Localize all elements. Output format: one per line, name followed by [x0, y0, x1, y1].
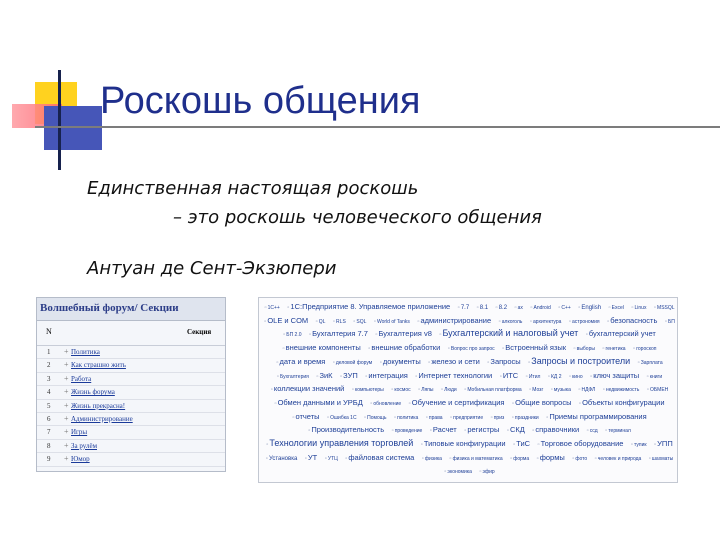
section-link[interactable]: Жизнь форума	[71, 388, 115, 397]
expand-icon[interactable]: +	[64, 387, 69, 397]
tag-link[interactable]: ▫ Обучение и сертификация	[406, 398, 505, 407]
tag-link[interactable]: ▫ внешние обработки	[365, 343, 440, 352]
tag-link[interactable]: ▫ администрирование	[414, 316, 491, 325]
tag-link[interactable]: ▫ 7.7	[455, 305, 469, 311]
tag-link[interactable]: ▫ коллекции значений	[268, 384, 345, 393]
quote-line-1: Единственная настоящая роскошь	[87, 178, 419, 199]
column-header-number: N	[46, 327, 52, 336]
tag-link[interactable]: ▫ приз	[488, 415, 505, 421]
tag-link[interactable]: ▫ Торговое оборудование	[535, 439, 624, 448]
tag-link[interactable]: ▫ железо и сети	[425, 357, 480, 366]
tag-link[interactable]: ▫ ключ защиты	[587, 371, 639, 380]
expand-icon[interactable]: +	[64, 440, 69, 450]
tag-link[interactable]: ▫ УТЦ	[322, 456, 338, 462]
tag-link[interactable]: ▫ кино	[566, 374, 583, 380]
tag-link[interactable]: ▫ Интернет технологии	[412, 371, 492, 380]
tag-link[interactable]: ▫ ax	[511, 305, 522, 311]
section-link[interactable]: Как страшно жить	[71, 361, 126, 370]
tag-link[interactable]: ▫ космос	[388, 387, 410, 393]
tag-link[interactable]: ▫ НДФЛ	[575, 387, 595, 393]
section-number: 8	[47, 441, 51, 450]
slide-title: Роскошь общения	[100, 80, 421, 122]
tag-link[interactable]: ▫ World of Tanks	[371, 319, 410, 325]
title-underline	[35, 126, 720, 128]
tag-link[interactable]: ▫ права	[423, 415, 443, 421]
forum-section-row	[37, 453, 225, 466]
tag-link[interactable]: ▫ Типовые конфигурации	[418, 439, 506, 448]
tag-link[interactable]: ▫ Производительность	[305, 425, 384, 434]
tag-link[interactable]: ▫ RLS	[330, 319, 346, 325]
expand-icon[interactable]: +	[64, 400, 69, 410]
tag-link[interactable]: ▫ ТиС	[510, 439, 530, 448]
tag-link[interactable]: ▫ Зарплата	[635, 360, 663, 366]
tag-link[interactable]: ▫ дата и время	[273, 357, 325, 366]
tag-link[interactable]: ▫ Бухгалтерия	[274, 374, 309, 380]
forum-section-row	[37, 373, 225, 386]
quote-author: Антуан де Сент-Экзюпери	[87, 258, 337, 279]
tag-link[interactable]: ▫ Linux	[628, 305, 646, 311]
tag-link[interactable]: ▫ Установка	[263, 456, 298, 462]
tag-link[interactable]: ▫ эфир	[476, 469, 494, 475]
tag-link[interactable]: ▫ экономика	[441, 469, 472, 475]
tag-link[interactable]: ▫ БП	[662, 319, 675, 325]
tag-link[interactable]: ▫ ОБМЕН	[644, 387, 668, 393]
tag-link[interactable]: ▫ недвижимость	[600, 387, 640, 393]
tag-link[interactable]: ▫ тупик	[628, 442, 647, 448]
tag-link[interactable]: ▫ ссд	[584, 428, 598, 434]
tag-link[interactable]: ▫ шахматы	[646, 456, 673, 462]
tag-link[interactable]: ▫ Ляпы	[415, 387, 433, 393]
tag-link[interactable]: ▫ физика и математика	[446, 456, 502, 462]
forum-section-row	[37, 413, 225, 426]
section-link[interactable]: Игры	[71, 428, 88, 437]
decor-vertical-line	[58, 70, 61, 170]
tag-link[interactable]: ▫ астрономия	[566, 319, 600, 325]
tag-link[interactable]: ▫ Мобильная платформа	[461, 387, 521, 393]
section-link[interactable]: Юмор	[71, 455, 90, 464]
tag-link[interactable]: ▫ 1С++	[261, 305, 279, 311]
tag-link[interactable]: ▫ предприятие	[447, 415, 483, 421]
tag-link[interactable]: ▫ MSSQL	[651, 305, 675, 311]
tag-link[interactable]: ▫ Excel	[606, 305, 624, 311]
tag-link[interactable]: ▫ КД 2	[545, 374, 562, 380]
tag-link[interactable]: ▫ Помощь	[361, 415, 386, 421]
tag-link[interactable]: ▫ Ошибка 1С	[324, 415, 357, 421]
section-number: 9	[47, 455, 51, 464]
tag-link[interactable]: ▫ SQL	[350, 319, 366, 325]
tag-link[interactable]: ▫ безопасность	[604, 316, 657, 325]
tag-link[interactable]: ▫ Обмен данными и УРБД	[271, 398, 362, 407]
tag-link[interactable]: ▫ Люди	[438, 387, 457, 393]
section-link[interactable]: Администрирование	[71, 414, 133, 423]
tag-link[interactable]: ▫ Бухгалтерия 7.7	[306, 329, 368, 338]
tag-link[interactable]: ▫ СКД	[504, 425, 525, 434]
tag-link[interactable]: ▫ физика	[419, 456, 442, 462]
tag-link[interactable]: ▫ Бухгалтерия v8	[372, 329, 431, 338]
tag-link[interactable]: ▫ терминал	[602, 428, 631, 434]
tag-link[interactable]: ▫ форма	[507, 456, 529, 462]
tag-link[interactable]: ▫ Вопрос про запрос	[445, 346, 495, 352]
tag-link[interactable]: ▫ Общие вопросы	[509, 398, 572, 407]
quote-line-2: – это роскошь человеческого общения	[173, 207, 542, 228]
tag-link[interactable]: ▫ деловой форум	[330, 360, 373, 366]
section-number: 5	[47, 401, 51, 410]
expand-icon[interactable]: +	[64, 413, 69, 423]
expand-icon[interactable]: +	[64, 347, 69, 356]
forum-section-row	[37, 440, 225, 453]
tag-link[interactable]: ▫ Бухгалтерский и налоговый учет	[436, 328, 578, 338]
section-number: 2	[47, 361, 51, 370]
tag-link[interactable]: ▫ QL	[313, 319, 326, 325]
tag-link[interactable]: ▫ отчеты	[289, 412, 319, 421]
tag-link[interactable]: ▫ Приемы программирования	[543, 412, 646, 421]
tag-link[interactable]: ▫ УТ	[302, 453, 318, 462]
tag-link[interactable]: ▫ Технологии управления торговлей	[263, 438, 413, 448]
tag-link[interactable]: ▫ Итил	[523, 374, 541, 380]
tag-link[interactable]: ▫ English	[575, 305, 601, 311]
tag-link[interactable]: ▫ алкоголь	[496, 319, 523, 325]
tag-link[interactable]: ▫ внешние компоненты	[280, 343, 361, 352]
tag-link[interactable]: ▫ обновление	[367, 401, 401, 407]
tag-link[interactable]: ▫ архитектура	[527, 319, 562, 325]
tag-link[interactable]: ▫ книги	[644, 374, 663, 380]
tag-link[interactable]: ▫ БП 2.0	[280, 332, 301, 338]
forum-sections-panel	[36, 297, 226, 472]
tag-link[interactable]: ▫ 1С:Предприятие 8. Управляемое приложение	[284, 302, 450, 311]
tag-link[interactable]: ▫ человек и природа	[592, 456, 642, 462]
tag-link[interactable]: ▫ Расчет	[427, 425, 457, 434]
expand-icon[interactable]: +	[64, 360, 69, 370]
section-link[interactable]: Работа	[71, 374, 92, 383]
tag-link[interactable]: ▫ Мозг	[526, 387, 543, 393]
tag-link[interactable]: ▫ фото	[569, 456, 587, 462]
tag-link[interactable]: ▫ Запросы	[484, 357, 520, 366]
forum-table-header	[37, 321, 225, 346]
section-link[interactable]: Политика	[71, 348, 100, 356]
tag-link[interactable]: ▫ файловая система	[342, 453, 414, 462]
section-link[interactable]: За рулём	[71, 441, 97, 450]
tag-link[interactable]: ▫ документы	[377, 357, 421, 366]
tag-link[interactable]: ▫ Объекты конфигурации	[576, 398, 665, 407]
expand-icon[interactable]: +	[64, 373, 69, 383]
forum-section-row	[37, 386, 225, 399]
section-number: 3	[47, 374, 51, 383]
section-number: 1	[47, 348, 51, 356]
tag-link[interactable]: ▫ формы	[534, 453, 565, 462]
tag-link[interactable]: ▫ справочники	[529, 425, 579, 434]
tag-link[interactable]: ▫ Запросы и построители	[525, 356, 630, 366]
tag-link[interactable]: ▫ выборы	[571, 346, 595, 352]
forum-section-row	[37, 359, 225, 372]
section-number: 4	[47, 388, 51, 397]
tag-link[interactable]: ▫ 8.2	[493, 305, 507, 311]
tag-link[interactable]: ▫ музыка	[548, 387, 571, 393]
column-header-section: Секция	[187, 328, 212, 336]
tag-link[interactable]: ▫ OLE и COM	[261, 316, 308, 325]
expand-icon[interactable]: +	[64, 454, 69, 464]
tag-link[interactable]: ▫ компьютеры	[349, 387, 384, 393]
tag-link[interactable]: ▫ гороскоп	[630, 346, 656, 352]
forum-section-row	[37, 426, 225, 439]
section-link[interactable]: Жизнь прекрасна!	[71, 401, 126, 410]
section-number: 6	[47, 414, 51, 423]
tag-link[interactable]: ▫ генетика	[599, 346, 625, 352]
tag-link[interactable]: ▫ Встроенный язык	[499, 343, 566, 352]
tag-link[interactable]: ▫ бухгалтерский учет	[583, 329, 656, 338]
tag-link[interactable]: ▫ Android	[527, 305, 550, 311]
tag-link[interactable]: ▫ 8.1	[474, 305, 488, 311]
forum-section-row	[37, 346, 225, 359]
tag-link[interactable]: ▫ ЗУП	[337, 371, 358, 380]
tag-link[interactable]: ▫ C++	[555, 305, 571, 311]
tag-link[interactable]: ▫ УПП	[651, 439, 673, 448]
tag-link[interactable]: ▫ интеграция	[362, 371, 408, 380]
forum-panel-title: Волшебный форум/ Секции	[37, 298, 225, 321]
tag-link[interactable]: ▫ праздники	[509, 415, 539, 421]
expand-icon[interactable]: +	[64, 427, 69, 437]
decor-blue-square	[44, 106, 102, 150]
tag-link[interactable]: ▫ ЗиК	[313, 371, 332, 380]
forum-section-row	[37, 400, 225, 413]
tag-cloud	[258, 297, 678, 483]
section-number: 7	[47, 428, 51, 437]
tag-link[interactable]: ▫ регистры	[461, 425, 499, 434]
tag-link[interactable]: ▫ политика	[391, 415, 418, 421]
forum-rows	[37, 346, 225, 467]
tag-link[interactable]: ▫ ИТС	[497, 371, 519, 380]
tag-link[interactable]: ▫ проведение	[389, 428, 423, 434]
